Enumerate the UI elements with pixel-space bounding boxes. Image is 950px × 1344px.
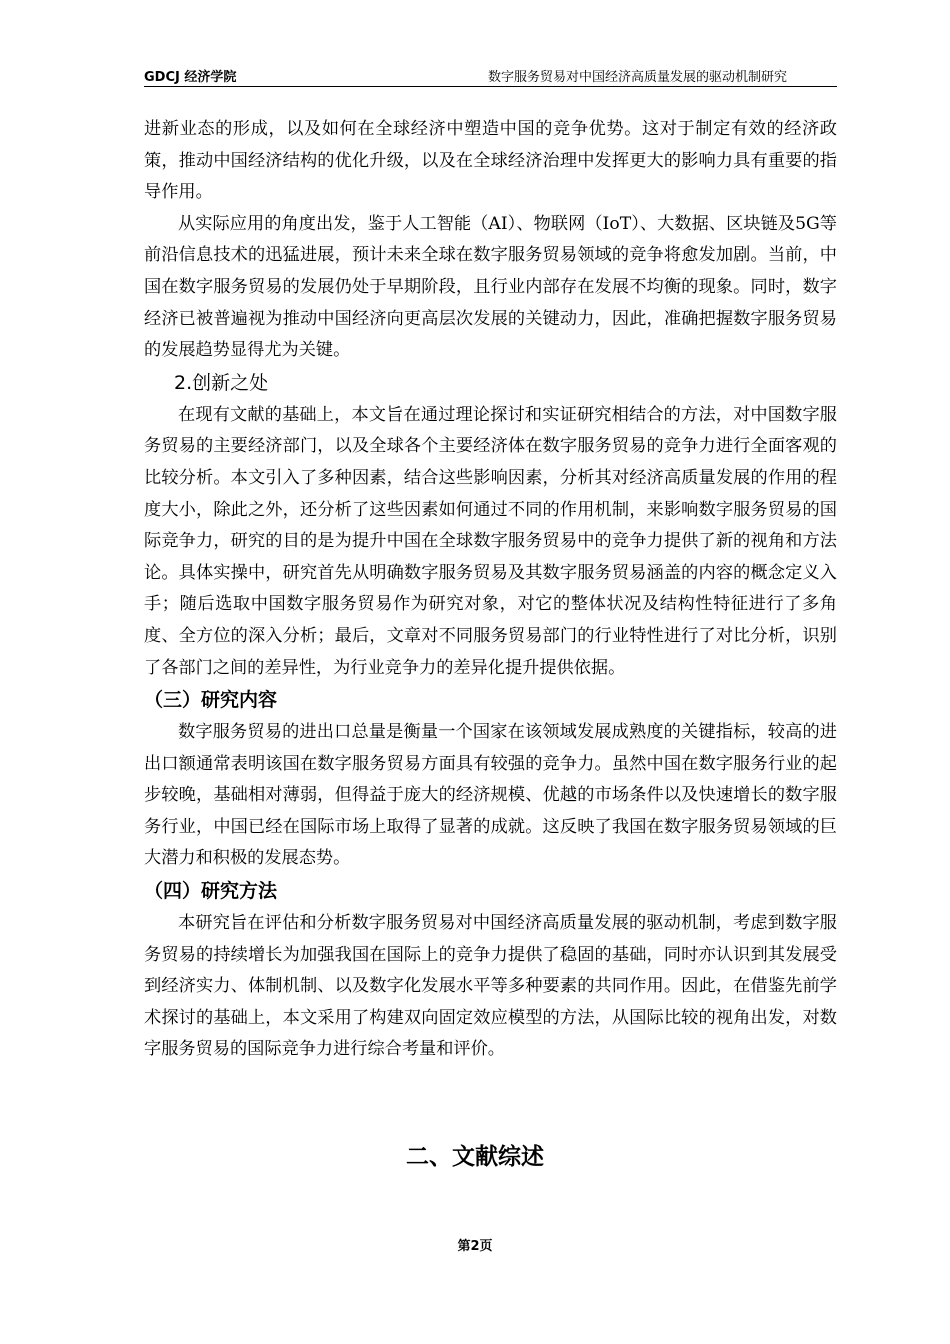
page-header [144, 62, 837, 87]
paragraph-3: 在现有文献的基础上，本文旨在通过理论探讨和实证研究相结合的方法，对中国数字服务贸易的主要经济部门，以及全球各个主要经济体在数字服务贸易的竞争力进行全面客观的比较分析。本文引入了多种因素，结合这些影响因素，分析其对经济高质量发展的作用的程度大小，除此之外，还分析了这些因素如何通过不同的作用机制，来影响数字服务贸易的国际竞争力，研究的目的是为提升中国在全球数字服务贸易中的竞争力提供了新的视角和方法论。具体实操中，研究首先从明确数字服务贸易及其数字服务贸易涵盖的内容的概念定义入手；随后选取中国数字服务贸易作为研究对象，对它的整体状况及结构性特征进行了多角度、全方位的深入分析；最后，文章对不同服务贸易部门的行业特性进行了对比分析，识别了各部门之间的差异性，为行业竞争力的差异化提升提供依据。 [144, 404, 837, 678]
heading-research-method: （四）研究方法 [144, 880, 278, 903]
paragraph-1: 进新业态的形成，以及如何在全球经济中塑造中国的竞争优势。这对于制定有效的经济政策，推动中国经济结构的优化升级，以及在全球经济治理中发挥更大的影响力具有重要的指导作用。 [144, 119, 837, 203]
heading-innovation: 2.创新之处 [174, 371, 269, 394]
page-number: 第2页 [457, 1239, 493, 1254]
page-body [144, 114, 837, 1066]
header-school-name: GDCJ 经济学院 [144, 70, 237, 85]
paragraph-4: 数字服务贸易的进出口总量是衡量一个国家在该领域发展成熟度的关键指标，较高的进出口额通常表明该国在数字服务贸易方面具有较强的竞争力。虽然中国在数字服务行业的起步较晚，基础相对薄弱，但得益于庞大的经济规模、优越的市场条件以及快速增长的数字服务行业，中国已经在国际市场上取得了显著的成就。这反映了我国在数字服务贸易领域的巨大潜力和积极的发展态势。 [144, 722, 837, 869]
heading-research-content: （三）研究内容 [144, 689, 278, 712]
paragraph-2: 从实际应用的角度出发，鉴于人工智能（AI）、物联网（IoT）、大数据、区块链及5G等前沿信息技术的迅猛进展，预计未来全球在数字服务贸易领域的竞争将愈发加剧。当前，中国在数字服务贸易的发展仍处于早期阶段，且行业内部存在发展不均衡的现象。同时，数字经济已被普遍视为推动中国经济向更高层次发展的关键动力，因此，准确把握数字服务贸易的发展趋势显得尤为关键。 [144, 213, 837, 361]
chapter-title: 二、文献综述 [406, 1144, 544, 1170]
paragraph-5: 本研究旨在评估和分析数字服务贸易对中国经济高质量发展的驱动机制，考虑到数字服务贸易的持续增长为加强我国在国际上的竞争力提供了稳固的基础，同时亦认识到其发展受到经济实力、体制机制、以及数字化发展水平等多种要素的共同作用。因此，在借鉴先前学术探讨的基础上，本文采用了构建双向固定效应模型的方法，从国际比较的视角出发，对数字服务贸易的国际竞争力进行综合考量和评价。 [144, 913, 837, 1060]
header-thesis-title: 数字服务贸易对中国经济高质量发展的驱动机制研究 [487, 70, 787, 85]
